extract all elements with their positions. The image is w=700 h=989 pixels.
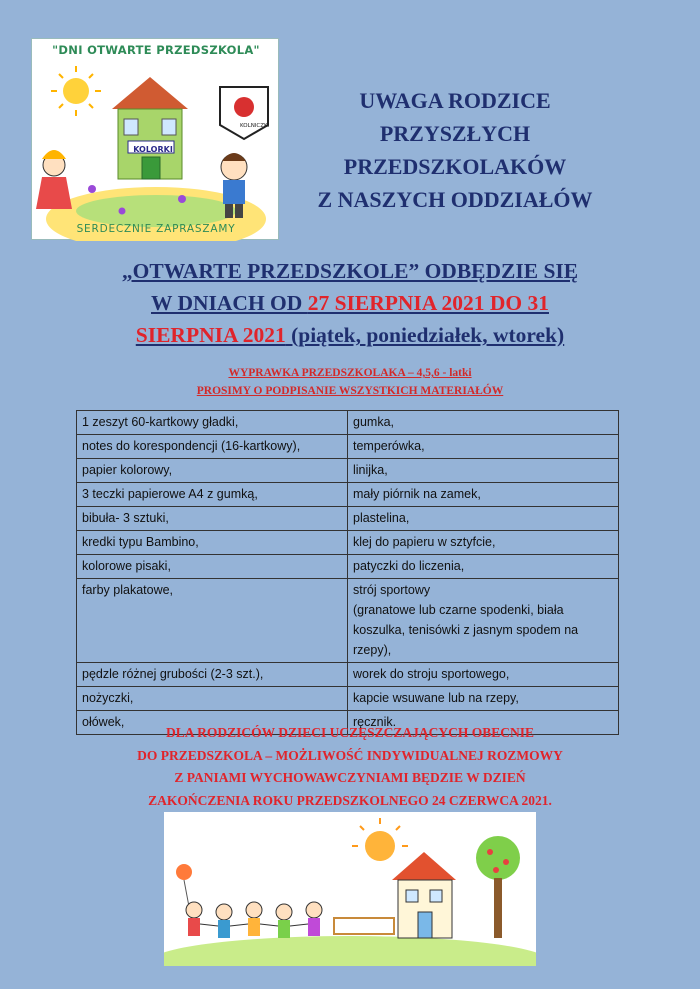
girl-dress [36, 177, 72, 209]
announcement-date-end: SIERPNIA 2021 [135, 323, 286, 347]
children-playing-illustration [164, 812, 536, 966]
supplies-row [77, 411, 619, 435]
sun-icon [365, 831, 395, 861]
supply-item-left: kredki typu Bambino, [77, 531, 348, 555]
note-line: ZAKOŃCZENIA ROKU PRZEDSZKOLNEGO 24 CZERWCA 2021. [148, 792, 552, 808]
supply-item-left: farby plakatowe, [77, 579, 348, 663]
fence [334, 918, 394, 934]
parents-heading [285, 84, 625, 216]
supplies-row [77, 483, 619, 507]
heading-line: Z NASZYCH ODDZIAŁÓW [317, 187, 593, 212]
announcement-date-start: 27 SIERPNIA 2021 DO 31 [307, 291, 549, 315]
note-line: DLA RODZICÓW DZIECI UCZĘSZCZAJĄCYCH OBECNIE [165, 725, 535, 740]
badge-label: KOLNICZKI [240, 123, 270, 129]
supply-item-right: ręcznik. [348, 711, 619, 735]
supply-item-left: bibuła- 3 sztuki, [77, 507, 348, 531]
supply-item-left: papier kolorowy, [77, 459, 348, 483]
house-roof [112, 77, 188, 109]
supplies-row [77, 435, 619, 459]
heading-line: UWAGA RODZICE [359, 88, 551, 113]
supplies-subheading [80, 364, 620, 400]
announcement-line-2 [60, 287, 640, 319]
supply-item-left: ołówek, [77, 711, 348, 735]
supply-item-left: 3 teczki papierowe A4 z gumką, [77, 483, 348, 507]
announcement-date-prefix: W DNIACH OD [151, 291, 308, 315]
sun-icon [63, 78, 89, 104]
open-day-announcement [60, 255, 640, 351]
boy-shirt [223, 180, 245, 204]
supplies-row [77, 555, 619, 579]
supply-item-left: notes do korespondencji (16-kartkowy), [77, 435, 348, 459]
parents-note [60, 722, 640, 812]
announcement-line-3 [60, 319, 640, 351]
supply-item-right: plastelina, [348, 507, 619, 531]
supply-item-right: kapcie wsuwane lub na rzepy, [348, 687, 619, 711]
note-line: DO PRZEDSZKOLA – MOŻLIWOŚĆ INDYWIDUALNEJ ROZMOWY [137, 747, 563, 763]
logo-footer: SERDECZNIE ZAPRASZAMY [76, 223, 236, 235]
supply-item-right: worek do stroju sportowego, [348, 663, 619, 687]
supply-item-left: 1 zeszyt 60-kartkowy gładki, [77, 411, 348, 435]
house-sign: KOLORKI [133, 145, 173, 154]
house-roof [392, 852, 456, 880]
logo-title: "DNI OTWARTE PRZEDSZKOLA" [52, 43, 260, 57]
kindergarten-house-illustration [32, 39, 280, 241]
children-house-illustration [164, 812, 536, 966]
supplies-row [77, 687, 619, 711]
supplies-row [77, 507, 619, 531]
supplies-row [77, 459, 619, 483]
supply-item-right: klej do papieru w sztyfcie, [348, 531, 619, 555]
supplies-title: WYPRAWKA PRZEDSZKOLAKA – 4,5,6 - latki [228, 367, 472, 379]
supply-item-right: gumka, [348, 411, 619, 435]
supply-item-left: pędzle różnej grubości (2-3 szt.), [77, 663, 348, 687]
supplies-instruction: PROSIMY O PODPISANIE WSZYSTKICH MATERIAŁÓW [196, 385, 504, 397]
supplies-row [77, 579, 619, 663]
children-row [186, 902, 322, 938]
supplies-row [77, 531, 619, 555]
announcement-line-1: „OTWARTE PRZEDSZKOLE” ODBĘDZIE SIĘ [121, 259, 579, 283]
supply-item-right: strój sportowy (granatowe lub czarne spodenki, biała koszulka, tenisówki z jasnym spodem na rzepy), [348, 579, 619, 663]
supply-item-right: patyczki do liczenia, [348, 555, 619, 579]
supply-item-left: kolorowe pisaki, [77, 555, 348, 579]
heading-line: PRZEDSZKOLAKÓW [343, 154, 567, 179]
supplies-table [76, 410, 619, 735]
note-line: Z PANIAMI WYCHOWAWCZYNIAMI BĘDZIE W DZIEŃ [174, 770, 526, 785]
supply-item-right: temperówka, [348, 435, 619, 459]
heading-line: PRZYSZŁYCH [379, 121, 531, 146]
announcement-days: (piątek, poniedziałek, wtorek) [285, 323, 565, 347]
supply-item-right: linijka, [348, 459, 619, 483]
supplies-row [77, 663, 619, 687]
open-kindergarten-logo [31, 38, 279, 240]
supply-item-left: nożyczki, [77, 687, 348, 711]
supply-item-right: mały piórnik na zamek, [348, 483, 619, 507]
tree-icon [476, 836, 520, 880]
